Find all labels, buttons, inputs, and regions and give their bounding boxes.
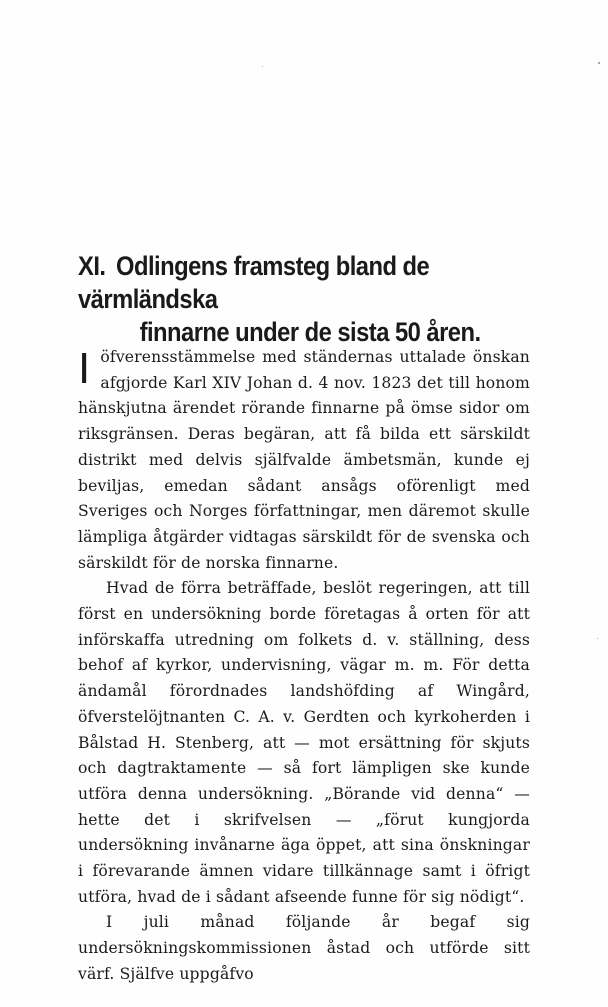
paragraph-2: Hvad de förra beträffade, beslöt regeringen, att till först en undersökning borde företagas å orten för att införskaffa utredning om folkets d. v. ställning, dess behof af kyrkor, undervisning, vägar m. m. För detta ändamål förordnades landshöfding af Wingård, öfverstelöjtnanten C. A. v. Gerdten och kyrkoherden i Bålstad H. Stenberg, att — mot ersättning för skjuts och dagtraktamente — så fort lämpligen ske kunde utföra denna undersökning. „Börande vid denna“ — hette det i skrifvelsen — „förut kungjorda undersökning invånarne äga öppet, att sina önskningar i förevarande ämnen vidare tillkännage samt i öfrigt utföra, hvad de i sådant afseende funne för sig nödigt“. (78, 579, 530, 906)
paragraph-1 (78, 345, 530, 576)
paper-speck (262, 66, 263, 67)
chapter-title-line2: finnarne under de sista 50 åren. (139, 316, 481, 347)
chapter-heading (78, 250, 492, 349)
paragraph-3: I juli månad följande år begaf sig undersökningskommissionen åstad och utförde sitt värf. Själfve uppgåfvo (78, 913, 530, 983)
chapter-number: XI. (78, 251, 106, 281)
chapter-title-line1: Odlingens framsteg bland de värmländska (78, 251, 430, 314)
chapter-body (78, 345, 530, 988)
drop-cap: I (78, 344, 91, 393)
paragraph-1-text: öfverensstämmelse med ständernas uttalade önskan afgjorde Karl XIV Johan d. 4 nov. 1823 det till honom hänskjutna ärendet rörande finnarne på ömse sidor om riksgränsen. Deras begäran, att få bilda ett särskildt distrikt med delvis själfvalde ämbetsmän, kunde ej beviljas, emedan sådant ansågs oförenligt med Sveriges och Norges författningar, men däremot skulle lämpliga åtgärder vidtagas särskildt för de svenska och särskildt för de norska finnarne. (78, 348, 530, 572)
paper-speck (598, 62, 600, 64)
paper-speck (597, 638, 598, 639)
